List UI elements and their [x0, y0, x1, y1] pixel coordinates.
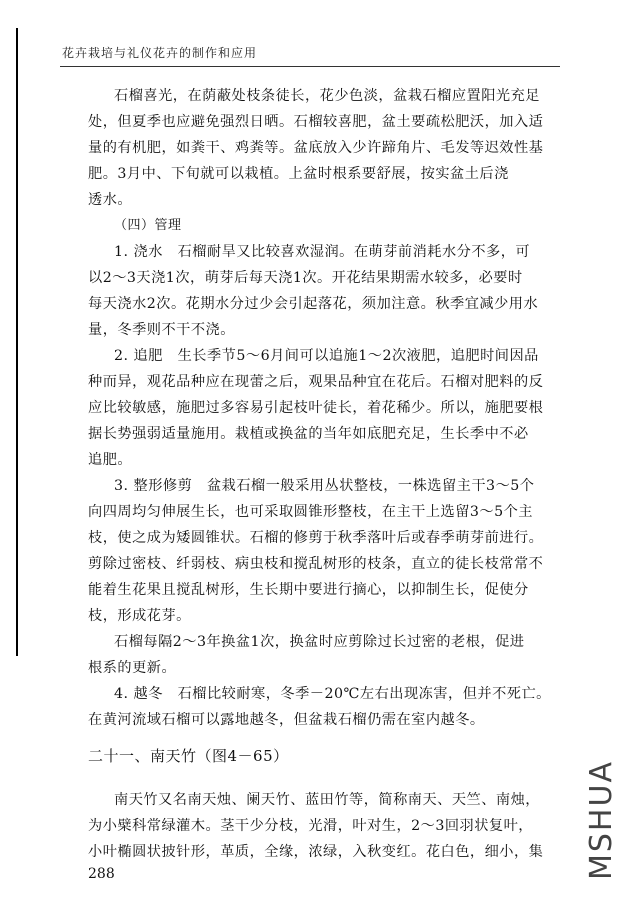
- section-heading: 二十一、南天竹（图4－65）: [88, 747, 289, 765]
- text-line: 枝，形成花芽。: [88, 608, 191, 624]
- text-line: 种而异，观花品种应在现蕾之后，观果品种宜在花后。石榴对肥料的反: [88, 374, 544, 390]
- text-line: 南天竹又名南天烛、阑天竹、蓝田竹等，简称南天、天竺、南烛，: [114, 792, 540, 808]
- text-line: 据长势强弱适量施用。栽植或换盆的当年如底肥充足，生长季中不必: [88, 426, 529, 442]
- text-line: 追肥。: [88, 452, 133, 468]
- text-line: 小叶椭圆状披针形，革质，全缘，浓绿，入秋变红。花白色，细小，集: [88, 844, 544, 860]
- text-line: 肥。3月中、下旬就可以栽植。上盆时根系要舒展，按实盆土后浇: [88, 166, 509, 182]
- running-header: 花卉栽培与礼仪花卉的制作和应用: [62, 46, 258, 60]
- text-line: 处，但夏季也应避免强烈日晒。石榴较喜肥，盆土要疏松肥沃，加入适: [88, 114, 544, 130]
- text-line: 向四周均匀伸展生长，也可采取圆锥形整枝，在主干上选留3～5个主: [88, 504, 533, 520]
- text-line: 透水。: [88, 192, 133, 208]
- text-line: 剪除过密枝、纤弱枝、病虫枝和搅乱树形的枝条，直立的徒长枝常常不: [88, 556, 544, 572]
- text-line: 石榴每隔2～3年换盆1次，换盆时应剪除过长过密的老根，促进: [114, 634, 525, 650]
- text-line: 4. 越冬 石榴比较耐寒，冬季－20℃左右出现冻害，但并不死亡。: [114, 686, 551, 702]
- text-line: 量的有机肥，如粪干、鸡粪等。盆底放入少许蹄角片、毛发等迟效性基: [88, 140, 544, 156]
- text-line: 在黄河流域石榴可以露地越冬，但盆栽石榴仍需在室内越冬。: [88, 712, 485, 728]
- text-line: 石榴喜光，在荫蔽处枝条徒长，花少色淡，盆栽石榴应置阳光充足: [114, 88, 540, 104]
- text-line: 每天浇水2次。花期水分过少会引起落花，须加注意。秋季宜减少用水: [88, 296, 539, 312]
- text-line: 根系的更新。: [88, 660, 177, 676]
- text-line: 2. 追肥 生长季节5～6月间可以追施1～2次液肥，追肥时间因品: [114, 348, 539, 364]
- watermark: MSHUA: [584, 760, 619, 880]
- header-rule: [60, 66, 560, 67]
- text-line: 能着生花果且搅乱树形，生长期中要进行摘心，以抑制生长，促使分: [88, 582, 529, 598]
- text-line: 3. 整形修剪 盆栽石榴一般采用丛状整枝，一株选留主干3～5个: [114, 478, 535, 494]
- page-number: 288: [88, 866, 115, 882]
- subheading: （四）管理: [114, 218, 182, 233]
- scan-edge-line: [16, 28, 18, 656]
- text-line: 量，冬季则不干不浇。: [88, 322, 235, 338]
- text-line: 1. 浇水 石榴耐旱又比较喜欢湿润。在萌芽前消耗水分不多，可: [114, 244, 531, 260]
- text-line: 应比较敏感，施肥过多容易引起枝叶徒长，着花稀少。所以，施肥要根: [88, 400, 544, 416]
- text-line: 枝，使之成为矮圆锥状。石榴的修剪于秋季落叶后或春季萌芽前进行。: [88, 530, 544, 546]
- text-line: 为小檗科常绿灌木。茎干少分枝，光滑，叶对生，2～3回羽状复叶，: [88, 818, 533, 834]
- text-line: 以2～3天浇1次，萌芽后每天浇1次。开花结果期需水较多，必要时: [88, 270, 523, 286]
